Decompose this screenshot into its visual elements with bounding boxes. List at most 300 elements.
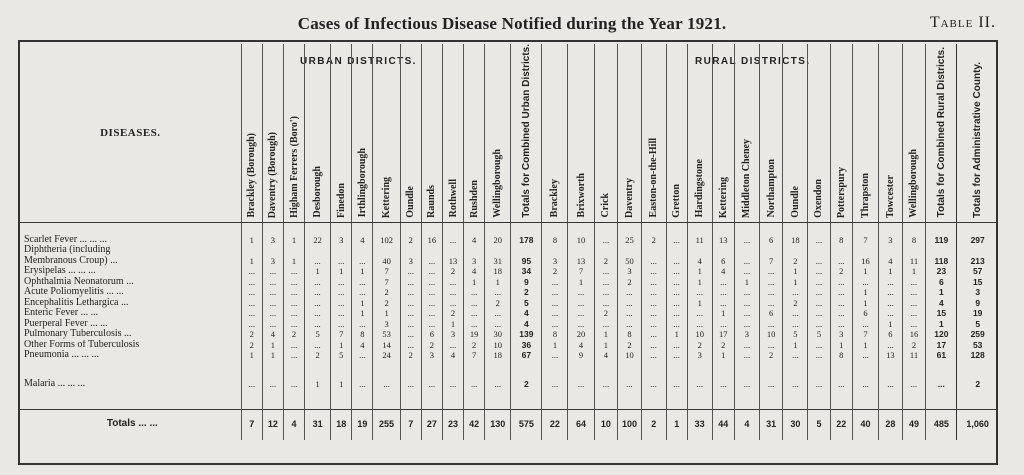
table-cell: ... — [421, 287, 442, 298]
table-row — [20, 222, 998, 245]
table-cell: ... — [283, 277, 304, 288]
table-cell: ... — [262, 361, 283, 410]
table-row — [20, 340, 998, 351]
table-cell: 1 — [830, 340, 852, 351]
column-header-label: Middleton Cheney — [741, 138, 753, 218]
table-cell: ... — [687, 361, 712, 410]
column-header — [241, 44, 262, 222]
table-cell: 19 — [957, 308, 998, 319]
column-header-label: Higham Ferrers (Boro') — [288, 115, 300, 218]
table-cell: ... — [241, 298, 262, 309]
table-cell: ... — [421, 298, 442, 309]
disease-name: Scarlet Fever ... ... ... — [24, 233, 108, 245]
table-cell: 15 — [926, 308, 957, 319]
column-header-label: Finedon — [335, 182, 347, 218]
table-cell: ... — [241, 319, 262, 330]
table-cell: 102 — [373, 222, 400, 245]
table-cell: 5 — [511, 298, 542, 309]
table-cell: ... — [400, 287, 421, 298]
column-header-label: Brackley — [549, 179, 561, 218]
table-cell: ... — [641, 340, 666, 351]
table-cell: 1 — [879, 319, 903, 330]
column-header-label: Desborough — [312, 166, 324, 218]
table-cell: 1 — [783, 277, 808, 288]
table-cell: ... — [485, 308, 511, 319]
table-cell: ... — [485, 361, 511, 410]
table-cell: ... — [641, 287, 666, 298]
table-cell: 2 — [618, 340, 642, 351]
table-cell: ... — [759, 298, 783, 309]
table-cell: 13 — [442, 256, 463, 267]
table-row — [20, 329, 998, 340]
column-header-label: Rothwell — [447, 179, 459, 218]
table-cell: ... — [421, 308, 442, 319]
column-header — [400, 44, 421, 222]
table-cell: 2 — [594, 256, 618, 267]
column-header-label: Rushden — [468, 179, 480, 218]
table-cell — [759, 245, 783, 256]
column-header — [666, 44, 687, 222]
table-cell — [373, 245, 400, 256]
column-header — [734, 44, 759, 222]
table-cell: ... — [442, 340, 463, 351]
table-cell: 1 — [594, 329, 618, 340]
table-cell: ... — [687, 287, 712, 298]
column-header — [759, 44, 783, 222]
table-cell: ... — [852, 277, 878, 288]
column-header-label: Oundle — [405, 186, 417, 218]
column-header — [808, 44, 830, 222]
table-cell: ... — [542, 287, 568, 298]
column-header-label: Gretton — [671, 184, 683, 218]
column-header-label: Towcester — [884, 174, 896, 218]
table-cell: ... — [808, 256, 830, 267]
table-cell: 1 — [352, 266, 373, 277]
table-cell: 5 — [957, 319, 998, 330]
table-cell: 18 — [485, 266, 511, 277]
table-cell: ... — [712, 319, 734, 330]
table-cell: 57 — [957, 266, 998, 277]
table-cell: 31 — [305, 409, 331, 440]
table-cell: ... — [902, 298, 926, 309]
table-cell: 3 — [618, 266, 642, 277]
table-cell: ... — [808, 298, 830, 309]
table-cell: 40 — [373, 256, 400, 267]
table-cell: ... — [618, 308, 642, 319]
table-cell: ... — [830, 298, 852, 309]
table-cell: 259 — [957, 329, 998, 340]
table-cell: ... — [852, 361, 878, 410]
table-cell: ... — [373, 361, 400, 410]
table-cell: ... — [666, 319, 687, 330]
table-cell: 1 — [783, 340, 808, 351]
table-cell: 4 — [734, 409, 759, 440]
table-cell: 2 — [421, 340, 442, 351]
table-cell: 50 — [618, 256, 642, 267]
disease-name: Pulmonary Tuberculosis ... — [24, 329, 132, 340]
table-cell: 9 — [511, 277, 542, 288]
table-cell: 4 — [511, 319, 542, 330]
column-header-label: Totals for Combined Urban Districts. — [520, 44, 532, 218]
table-cell: ... — [352, 350, 373, 361]
table-cell: 2 — [464, 340, 485, 351]
table-cell — [734, 245, 759, 256]
table-cell: ... — [442, 277, 463, 288]
table-cell: 575 — [511, 409, 542, 440]
column-header-label: Wellingborough — [492, 149, 504, 218]
table-cell: 1 — [687, 266, 712, 277]
table-cell: ... — [421, 319, 442, 330]
table-cell: ... — [879, 361, 903, 410]
table-cell — [666, 245, 687, 256]
table-cell: 15 — [957, 277, 998, 288]
table-cell: 8 — [830, 350, 852, 361]
table-cell: 1 — [666, 329, 687, 340]
table-cell: ... — [666, 266, 687, 277]
table-cell: 1 — [852, 298, 878, 309]
table-cell: 1 — [687, 277, 712, 288]
table-cell: 1 — [666, 409, 687, 440]
table-cell: ... — [262, 319, 283, 330]
table-cell: ... — [641, 350, 666, 361]
table-cell: ... — [241, 277, 262, 288]
table-cell: 2 — [902, 340, 926, 351]
table-cell: 1 — [594, 340, 618, 351]
table-cell: ... — [305, 277, 331, 288]
table-cell: 28 — [879, 409, 903, 440]
table-cell: 44 — [712, 409, 734, 440]
table-cell: ... — [734, 287, 759, 298]
table-cell: ... — [542, 361, 568, 410]
table-cell: 128 — [957, 350, 998, 361]
table-cell: ... — [283, 319, 304, 330]
table-cell: 1 — [902, 266, 926, 277]
table-cell: 95 — [511, 256, 542, 267]
table-cell — [305, 245, 331, 256]
table-cell: 25 — [618, 222, 642, 245]
rural-group-label: RURAL DISTRICTS. — [695, 56, 811, 67]
column-header-label: Crick — [600, 193, 612, 218]
table-cell: 10 — [687, 329, 712, 340]
table-cell: 3 — [830, 329, 852, 340]
column-header — [902, 44, 926, 222]
table-cell: 6 — [879, 329, 903, 340]
table-cell: 5 — [305, 329, 331, 340]
table-cell: 4 — [464, 222, 485, 245]
table-cell: ... — [926, 361, 957, 410]
table-cell — [618, 245, 642, 256]
table-cell: ... — [352, 361, 373, 410]
table-cell: ... — [783, 350, 808, 361]
table-cell: 6 — [421, 329, 442, 340]
table-row — [20, 245, 998, 256]
table-cell: ... — [485, 319, 511, 330]
table-cell: 2 — [305, 350, 331, 361]
table-cell: 64 — [568, 409, 594, 440]
table-cell: 1 — [262, 350, 283, 361]
table-cell: 1 — [783, 266, 808, 277]
column-header-label: Northampton — [765, 159, 777, 218]
table-cell: 1 — [283, 256, 304, 267]
table-cell: 53 — [373, 329, 400, 340]
table-cell: 1 — [485, 277, 511, 288]
table-cell: 4 — [712, 266, 734, 277]
table-cell: ... — [283, 308, 304, 319]
column-header-label: Oundle — [789, 186, 801, 218]
table-cell: 1 — [568, 277, 594, 288]
table-cell: 17 — [926, 340, 957, 351]
table-cell — [421, 245, 442, 256]
table-cell: 2 — [594, 308, 618, 319]
table-cell: ... — [641, 266, 666, 277]
column-header-label: Thrapston — [860, 172, 872, 218]
table-cell: ... — [734, 340, 759, 351]
disease-name: Malaria ... ... ... — [24, 378, 86, 390]
table-cell: ... — [421, 277, 442, 288]
table-cell: 4 — [687, 256, 712, 267]
table-cell: 23 — [442, 409, 463, 440]
table-cell: 3 — [879, 222, 903, 245]
table-cell: ... — [352, 256, 373, 267]
column-header-label: Daventry (Borough) — [267, 131, 279, 218]
table-cell: 23 — [926, 266, 957, 277]
table-cell: ... — [666, 277, 687, 288]
table-cell: ... — [352, 319, 373, 330]
column-header — [830, 44, 852, 222]
table-cell: 3 — [464, 256, 485, 267]
table-cell: ... — [400, 298, 421, 309]
table-cell: ... — [305, 256, 331, 267]
table-cell: 8 — [352, 329, 373, 340]
table-cell: 119 — [926, 222, 957, 245]
table-cell: 213 — [957, 256, 998, 267]
table-cell: 3 — [421, 350, 442, 361]
column-header — [618, 44, 642, 222]
table-cell: 1 — [305, 361, 331, 410]
table-cell: ... — [331, 319, 352, 330]
table-cell: 1 — [331, 340, 352, 351]
table-cell: ... — [879, 298, 903, 309]
table-cell: 1,060 — [957, 409, 998, 440]
disease-name: Erysipelas ... ... ... — [24, 266, 96, 277]
table-cell: 1 — [241, 256, 262, 267]
table-cell: 5 — [808, 329, 830, 340]
table-cell: ... — [712, 277, 734, 288]
table-cell: 7 — [759, 256, 783, 267]
column-header — [542, 44, 568, 222]
totals-row — [20, 409, 998, 440]
table-cell: ... — [783, 287, 808, 298]
table-cell: ... — [283, 350, 304, 361]
table-cell: 7 — [373, 277, 400, 288]
table-cell: 1 — [241, 222, 262, 245]
table-cell: 8 — [542, 329, 568, 340]
table-cell: 178 — [511, 222, 542, 245]
table-cell: ... — [808, 350, 830, 361]
table-cell: ... — [241, 308, 262, 319]
column-header-label: Irthlingborough — [356, 148, 368, 218]
table-cell: ... — [759, 277, 783, 288]
table-cell: ... — [759, 340, 783, 351]
table-cell — [783, 245, 808, 256]
disease-name: Membranous Croup) ... — [24, 255, 118, 266]
table-cell: 7 — [852, 222, 878, 245]
table-cell: 17 — [712, 329, 734, 340]
urban-group-label: URBAN DISTRICTS. — [300, 56, 417, 67]
table-cell: 1 — [331, 266, 352, 277]
table-cell: 2 — [687, 340, 712, 351]
table-cell: ... — [594, 277, 618, 288]
table-cell: ... — [808, 266, 830, 277]
table-cell: 16 — [852, 256, 878, 267]
column-header — [305, 44, 331, 222]
table-cell: 8 — [542, 222, 568, 245]
table-cell: ... — [808, 319, 830, 330]
table-cell: 8 — [830, 222, 852, 245]
table-cell — [331, 245, 352, 256]
column-header-label: Brackley (Borough) — [246, 133, 258, 218]
header-row — [20, 44, 998, 222]
table-cell: 19 — [352, 409, 373, 440]
disease-name: Other Forms of Tuberculosis — [24, 339, 140, 350]
table-cell — [464, 245, 485, 256]
table-cell: ... — [305, 340, 331, 351]
column-header-label: Potterspury — [835, 166, 847, 218]
table-cell: 31 — [759, 409, 783, 440]
page-title: Cases of Infectious Disease Notified during the Year 1921. — [297, 14, 727, 33]
table-cell: 22 — [542, 409, 568, 440]
table-cell: ... — [542, 350, 568, 361]
table-cell: 2 — [957, 361, 998, 410]
table-cell: 7 — [241, 409, 262, 440]
table-cell: ... — [352, 287, 373, 298]
table-cell: 1 — [879, 266, 903, 277]
table-cell: ... — [641, 329, 666, 340]
column-header — [511, 44, 542, 222]
table-cell — [808, 245, 830, 256]
table-cell: 3 — [331, 222, 352, 245]
table-cell: 3 — [734, 329, 759, 340]
table-cell: 1 — [712, 350, 734, 361]
table-cell: 11 — [687, 222, 712, 245]
table-cell: ... — [687, 319, 712, 330]
table-cell: ... — [830, 308, 852, 319]
column-header-label: Kettering — [717, 176, 729, 218]
table-cell: ... — [783, 361, 808, 410]
column-header — [879, 44, 903, 222]
table-cell: 10 — [485, 340, 511, 351]
table-cell: ... — [830, 361, 852, 410]
table-cell: 255 — [373, 409, 400, 440]
table-cell: ... — [464, 361, 485, 410]
table-cell: 6 — [852, 308, 878, 319]
column-header — [712, 44, 734, 222]
table-cell: 4 — [879, 256, 903, 267]
table-cell: 9 — [568, 350, 594, 361]
table-cell: 7 — [400, 409, 421, 440]
table-cell — [830, 245, 852, 256]
table-cell: 1 — [852, 287, 878, 298]
table-cell: 3 — [687, 350, 712, 361]
column-header-label: Daventry — [623, 177, 635, 218]
table-cell: ... — [852, 350, 878, 361]
table-cell — [542, 245, 568, 256]
table-cell: 9 — [957, 298, 998, 309]
column-header-label: Kettering — [381, 176, 393, 218]
table-cell: ... — [666, 298, 687, 309]
table-cell: ... — [542, 308, 568, 319]
table-cell: ... — [241, 287, 262, 298]
table-cell: 34 — [511, 266, 542, 277]
table-cell: ... — [305, 287, 331, 298]
table-cell: ... — [400, 308, 421, 319]
table-cell: ... — [618, 319, 642, 330]
table-cell: ... — [808, 340, 830, 351]
column-header — [283, 44, 304, 222]
table-cell: 4 — [442, 350, 463, 361]
table-cell: ... — [618, 298, 642, 309]
table-cell: 6 — [759, 308, 783, 319]
table-cell: 3 — [373, 319, 400, 330]
column-header-label: Wellingborough — [908, 149, 920, 218]
table-cell: 20 — [568, 329, 594, 340]
table-cell: 49 — [902, 409, 926, 440]
table-cell: 3 — [957, 287, 998, 298]
table-cell: 5 — [808, 409, 830, 440]
column-header — [957, 44, 998, 222]
table-cell: ... — [594, 298, 618, 309]
table-cell: 1 — [305, 266, 331, 277]
table-cell: 7 — [331, 329, 352, 340]
table-row — [20, 266, 998, 277]
table-cell: 2 — [442, 308, 463, 319]
table-cell: ... — [542, 277, 568, 288]
table-cell: 3 — [442, 329, 463, 340]
column-header — [464, 44, 485, 222]
table-cell: 22 — [305, 222, 331, 245]
table-cell: ... — [734, 222, 759, 245]
table-cell: 18 — [783, 222, 808, 245]
table-cell: ... — [421, 361, 442, 410]
table-cell: ... — [542, 319, 568, 330]
table-cell: 67 — [511, 350, 542, 361]
table-cell: 10 — [594, 409, 618, 440]
disease-name: Totals ... ... — [20, 409, 241, 440]
table-cell: 1 — [331, 361, 352, 410]
table-cell: ... — [442, 222, 463, 245]
table-cell: 2 — [783, 298, 808, 309]
table-cell: 2 — [400, 222, 421, 245]
table-cell: 2 — [542, 266, 568, 277]
table-cell — [594, 245, 618, 256]
table-cell: 5 — [331, 350, 352, 361]
table-cell: ... — [464, 319, 485, 330]
table-cell: ... — [262, 266, 283, 277]
table-row — [20, 298, 998, 309]
column-header — [687, 44, 712, 222]
table-cell: ... — [262, 298, 283, 309]
table-cell: 130 — [485, 409, 511, 440]
table-cell: ... — [808, 308, 830, 319]
table-cell: 1 — [712, 308, 734, 319]
table-cell: 33 — [687, 409, 712, 440]
table-cell: 2 — [830, 266, 852, 277]
disease-name: Pneumonia ... ... ... — [24, 350, 99, 361]
table-cell: ... — [830, 319, 852, 330]
table-cell: ... — [808, 287, 830, 298]
table-cell: 36 — [511, 340, 542, 351]
column-header — [331, 44, 352, 222]
